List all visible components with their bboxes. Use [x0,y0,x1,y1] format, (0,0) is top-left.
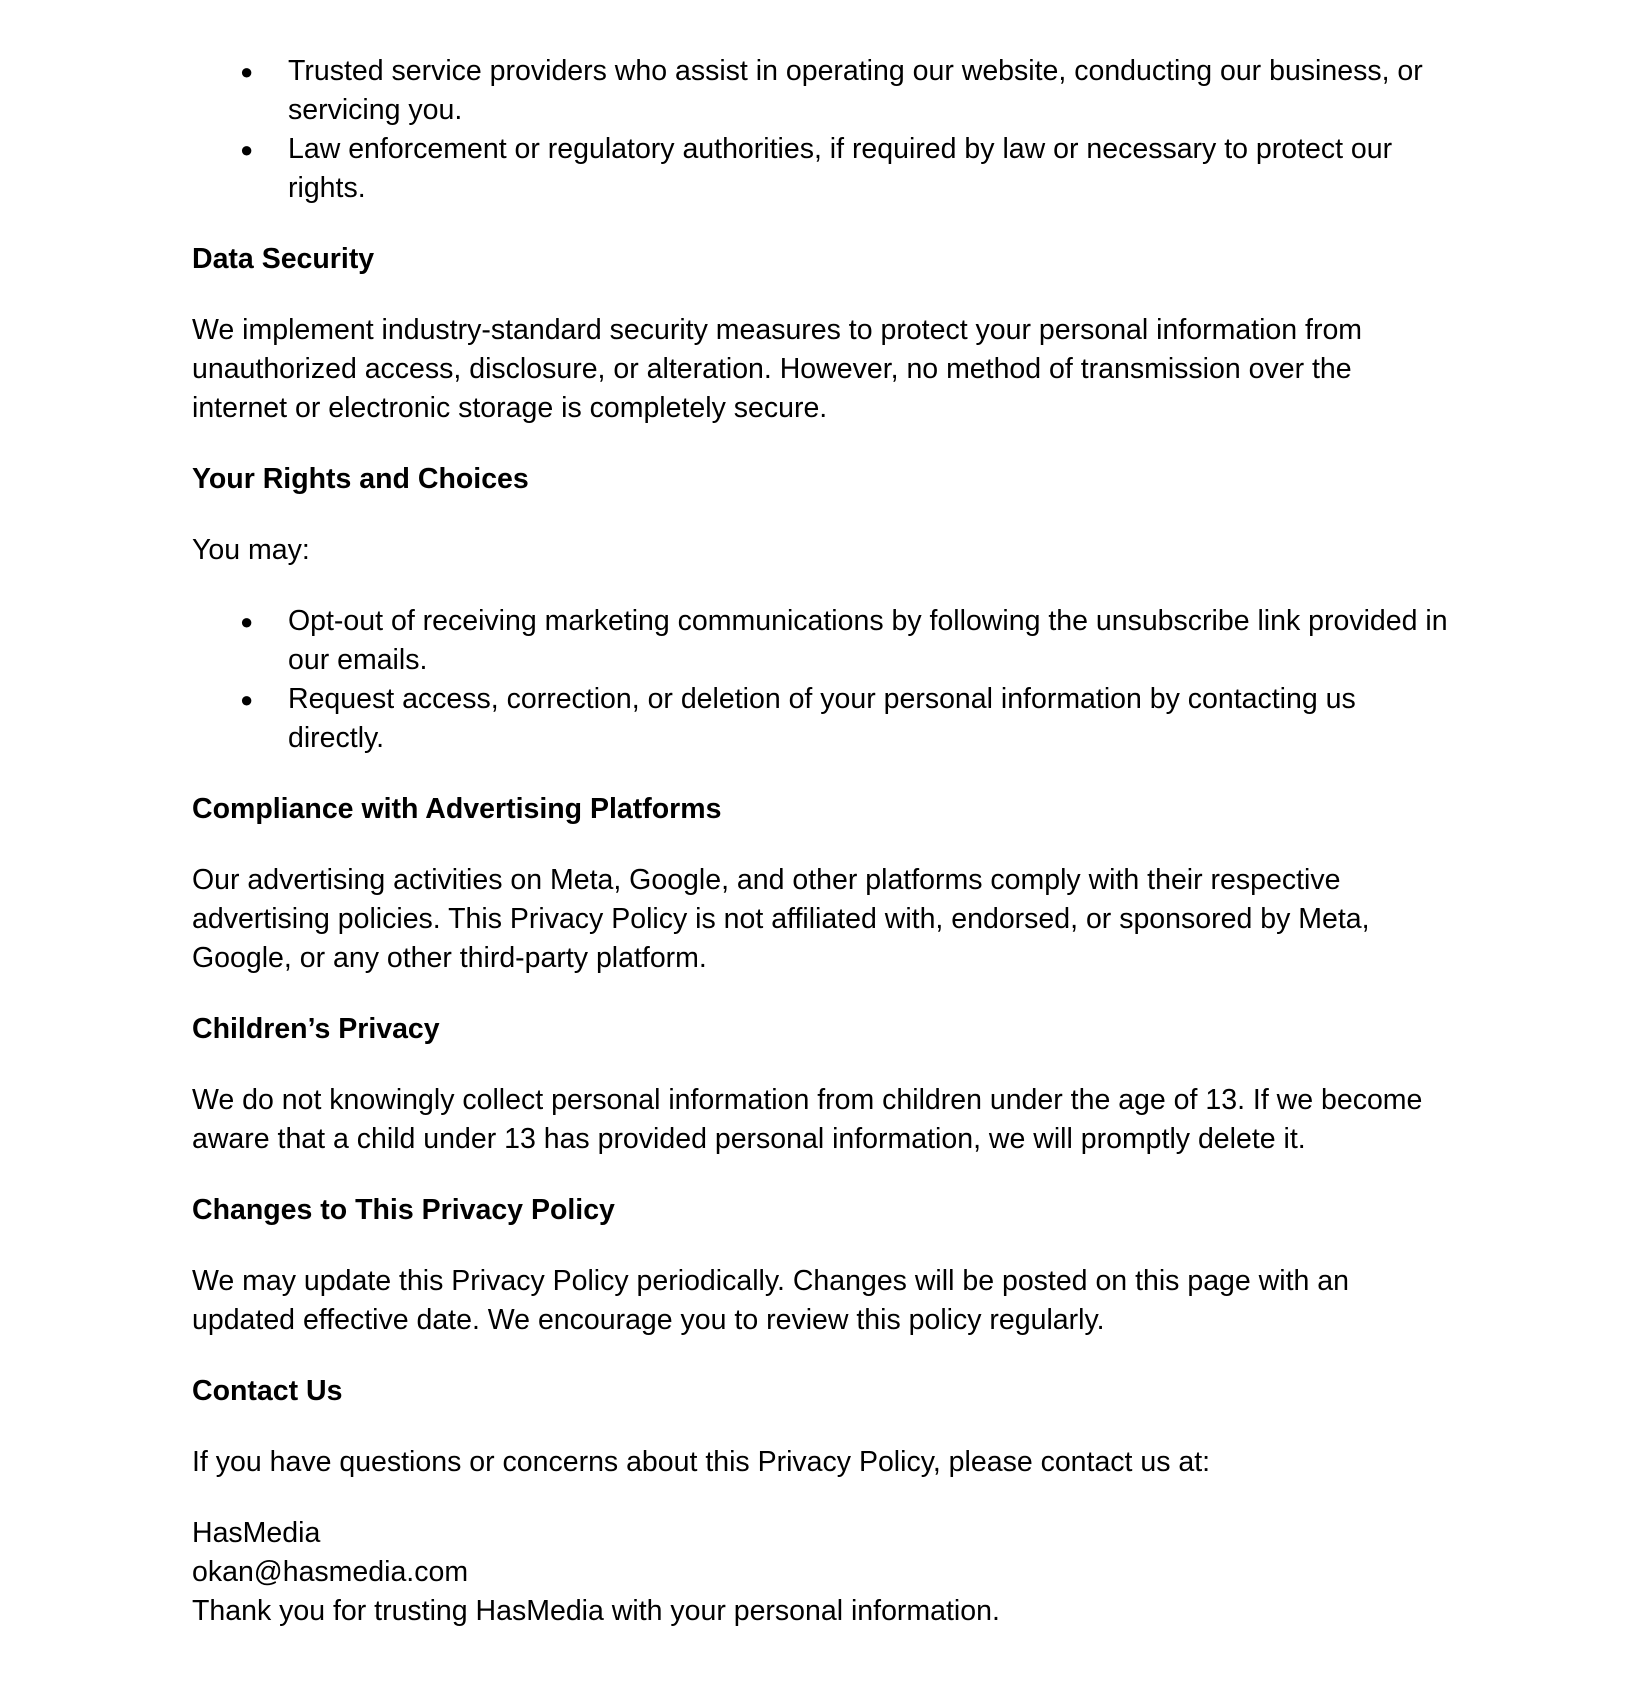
contact-details [192,1514,1452,1631]
paragraph-advertising: Our advertising activities on Meta, Google, and other platforms comply with their respective advertising policies. This Privacy Policy is not affiliated with, endorsed, or sponsored by Meta, Google, or any other third-party platform. [192,864,1370,974]
company-name: HasMedia [192,1517,321,1549]
paragraph-rights-lead: You may: [192,534,310,566]
paragraph-contact: If you have questions or concerns about this Privacy Policy, please contact us at: [192,1446,1211,1478]
list-item-text: Law enforcement or regulatory authorities, if required by law or necessary to protect our rights. [288,133,1393,204]
bullet-icon: ● [240,59,254,84]
contact-email[interactable]: okan@hasmedia.com [192,1556,469,1588]
list-item-text: Opt-out of receiving marketing communications by following the unsubscribe link provided in our emails. [288,605,1448,676]
section-heading-advertising: Compliance with Advertising Platforms [192,793,722,825]
section-heading-changes: Changes to This Privacy Policy [192,1194,615,1226]
document-page [192,52,1452,1631]
sharing-bullet-list [192,52,1452,208]
list-item [240,130,1452,208]
bullet-icon: ● [240,687,254,712]
list-item [240,602,1452,680]
section-heading-contact: Contact Us [192,1375,343,1407]
section-heading-children: Children’s Privacy [192,1013,440,1045]
section-heading-data-security: Data Security [192,243,375,275]
paragraph-changes: We may update this Privacy Policy periodically. Changes will be posted on this page with an updated effective date. We encourage you to review this policy regularly. [192,1265,1349,1336]
list-item [240,680,1452,758]
section-heading-rights: Your Rights and Choices [192,463,529,495]
bullet-icon: ● [240,609,254,634]
paragraph-children: We do not knowingly collect personal information from children under the age of 13. If we become aware that a child under 13 has provided personal information, we will promptly delete it. [192,1084,1423,1155]
rights-bullet-list [192,602,1452,758]
paragraph-data-security: We implement industry-standard security measures to protect your personal information from unauthorized access, disclosure, or alteration. However, no method of transmission over the internet or electronic storage is completely secure. [192,314,1363,424]
list-item [240,52,1452,130]
list-item-text: Trusted service providers who assist in operating our website, conducting our business, or servicing you. [288,55,1423,126]
list-item-text: Request access, correction, or deletion of your personal information by contacting us directly. [288,683,1356,754]
bullet-icon: ● [240,137,254,162]
closing-note: Thank you for trusting HasMedia with your personal information. [192,1595,1000,1627]
